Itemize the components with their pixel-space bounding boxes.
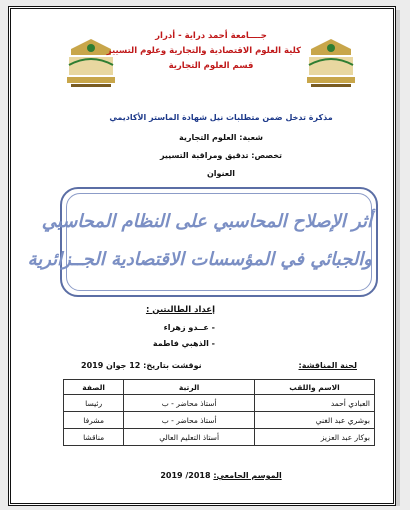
- member-role: مشرفا: [64, 412, 124, 429]
- season-value: 2018/ 2019: [160, 471, 211, 480]
- student-name-2: - الذهبي فاطمة: [152, 339, 215, 348]
- department-name: قسم العلوم التجارية: [168, 61, 254, 71]
- member-rank: أستاذ محاضر - ب: [124, 412, 255, 429]
- page-shadow: [396, 10, 400, 506]
- academic-season: [71, 471, 371, 480]
- thesis-title-line-2: والجبائي في المؤسسات الاقتصادية الجــزائرية: [27, 249, 372, 270]
- specialty-line: تخصص: تدقيق ومراقبة التسيير: [159, 151, 283, 160]
- thesis-title-line-1: أثر الإصلاح المحاسبي على النظام المحاسبي: [41, 211, 372, 232]
- column-header-role: الصفة: [64, 380, 124, 395]
- defense-date: نوقشت بتاريخ: 12 جوان 2019: [81, 361, 202, 370]
- university-logo-right: [301, 35, 361, 91]
- member-rank: أستاذ التعليم العالي: [124, 429, 255, 446]
- jury-table-header: [64, 380, 375, 395]
- table-row: [64, 412, 375, 429]
- student-name-1: - عــدو زهراء: [163, 323, 215, 332]
- member-name: العبادي أحمد: [254, 395, 374, 412]
- jury-table: [63, 379, 375, 446]
- committee-label: لجنة المناقشة:: [298, 361, 357, 370]
- institution-header: [106, 29, 301, 74]
- member-name: بوشري عبد الغني: [254, 412, 374, 429]
- title-frame: [27, 187, 378, 297]
- memo-purpose: مذكرة تدخل ضمن متطلبات نيل شهادة الماستر الأكاديمي: [109, 113, 333, 122]
- table-row: [64, 395, 375, 412]
- column-header-rank: الرتبة: [124, 380, 255, 395]
- branch-line: شعبة: العلوم التجارية: [179, 133, 263, 142]
- faculty-name: كلية العلوم الاقتصادية والتجارية وعلوم التسيير: [106, 46, 301, 56]
- column-header-name: الاسم واللقب: [254, 380, 374, 395]
- member-role: مناقشا: [64, 429, 124, 446]
- member-rank: أستاذ محاضر - ب: [124, 395, 255, 412]
- document-page: [8, 6, 396, 506]
- member-role: رئيسا: [64, 395, 124, 412]
- university-name: جــــامعة أحمد دراية - أدرار: [155, 31, 267, 41]
- title-label: العنوان: [206, 169, 236, 178]
- table-row: [64, 429, 375, 446]
- member-name: بوكار عبد العزيز: [254, 429, 374, 446]
- season-label: الموسم الجامعي:: [213, 471, 282, 480]
- title-frame-inner: [66, 193, 372, 291]
- students-label: إعداد الطالبتين :: [145, 305, 215, 315]
